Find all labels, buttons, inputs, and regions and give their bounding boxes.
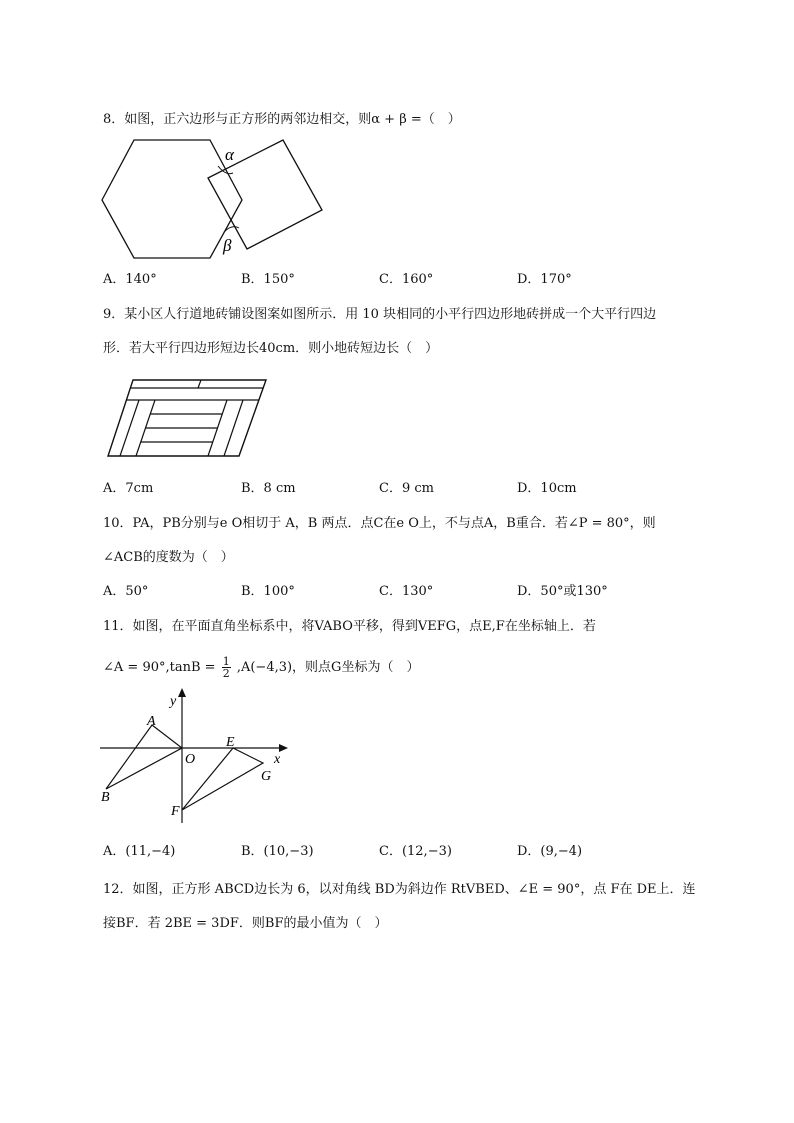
q9-option-c: C．9 cm [379,481,434,496]
q12-stem-line1: 12．如图，正方形 ABCD边长为 6，以对角线 BD为斜边作 RtVBED、∠E = 90°，点 F在 DE上．连 [103,882,696,897]
q11-option-c: C．(12,−3) [379,844,452,859]
q9-option-d: D．10cm [517,481,577,496]
q9-option-a: A．7cm [103,481,154,496]
q9-option-b: B．8 cm [241,481,296,496]
label-b: B [101,790,110,805]
fraction [222,656,231,679]
q11-stem-line2 [103,656,419,679]
label-o: O [185,752,196,767]
large-parallelogram [108,380,266,456]
q8-stem: 8．如图，正六边形与正方形的两邻边相交，则α + β =（ ） [103,112,461,127]
q11-option-a: A．(11,−4) [103,844,176,859]
q9-stem-line2: 形．若大平行四边形短边长40cm．则小地砖短边长（ ） [103,341,439,356]
label-a: A [147,714,156,729]
label-x: x [274,752,281,767]
q11-figure [98,688,293,828]
q10-stem-line2: ∠ACB的度数为（ ） [103,550,234,565]
q9-stem-line1: 9．某小区人行道地砖铺设图案如图所示．用 10 块相同的小平行四边形地砖拼成一个大平行四边 [103,307,657,322]
q11-point-a: ,A(−4,3)，则点G坐标为（ ） [236,660,420,675]
q10-option-b: B．100° [241,584,295,599]
x-axis-arrow [279,744,288,752]
label-f: F [171,804,180,819]
q8-figure [100,136,325,260]
q11-condition: ∠A = 90°,tanB = [103,660,216,675]
q8-option-d: D．170° [517,272,572,287]
q8-option-a: A．140° [103,272,157,287]
fraction-numerator: 1 [222,655,230,668]
fraction-denominator: 2 [222,667,230,680]
q11-stem-line1: 11．如图，在平面直角坐标系中，将VABO平移，得到VEFG，点E,F在坐标轴上．若 [103,619,596,634]
label-y: y [170,694,177,709]
q11-option-b: B．(10,−3) [241,844,314,859]
q10-stem-line1: 10．PA，PB分别与e O相切于 A，B 两点．点C在e O上，不与点A，B重合．若∠P = 80°，则 [103,516,656,531]
alpha-label: α [225,145,234,164]
q9-figure [106,378,271,458]
q8-option-b: B．150° [241,272,295,287]
q10-option-a: A．50° [103,584,149,599]
q8-option-c: C．160° [379,272,434,287]
regular-hexagon [102,140,242,258]
q11-option-d: D．(9,−4) [517,844,583,859]
y-axis-arrow [178,688,186,697]
q10-option-d: D．50°或130° [517,584,608,599]
beta-label: β [223,236,232,255]
label-g: G [261,769,272,784]
q12-stem-line2: 接BF．若 2BE = 3DF．则BF的最小值为（ ） [103,916,388,931]
label-e: E [226,735,235,750]
q10-option-c: C．130° [379,584,434,599]
triangle-abo [106,725,182,789]
